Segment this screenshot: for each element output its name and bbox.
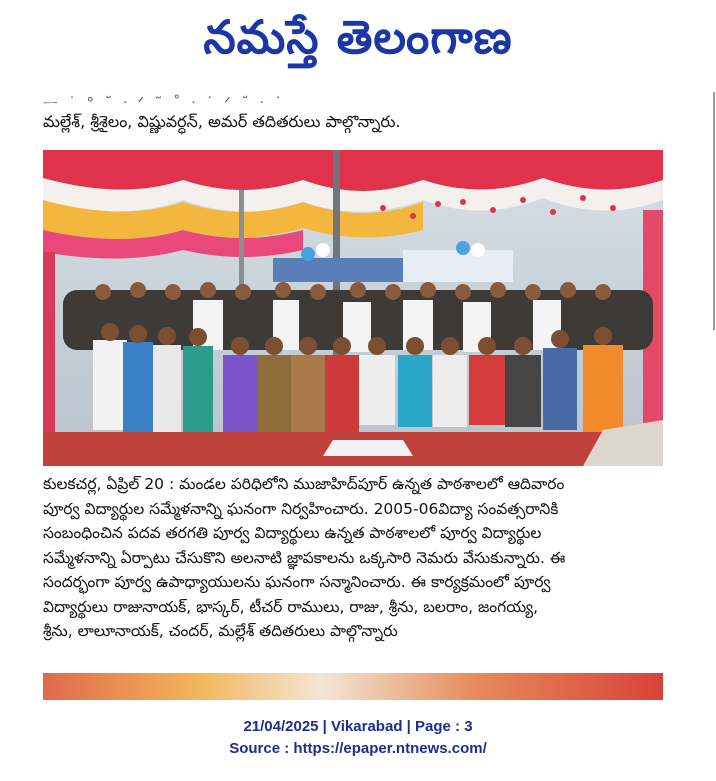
article-body <box>43 472 663 644</box>
event-photo <box>43 150 663 466</box>
cut-off-text-fragment: ᅳ ˙ ° ˘ ᐧ ᐟ ˜ ˚ ᐧ ˙ ᐟ ˘ ᐧ ˙ <box>43 94 285 112</box>
article-line: కులకచర్ల, ఏప్రిల్ 20 : మండల పరిధిలోని ముజాహిద్‌పూర్ ఉన్నత పాఠశాలలో ఆదివారం <box>43 475 565 493</box>
article-line: పూర్వ విద్యార్థుల సమ్మేళనాన్ని ఘనంగా నిర్వహించారు. 2005-06విద్యా సంవత్సరానికి <box>43 499 559 518</box>
article-line: సందర్భంగా పూర్వ ఉపాధ్యాయులను ఘనంగా సన్మానించారు. ఈ కార్యక్రమంలో పూర్వ <box>43 573 551 591</box>
article-line: విద్యార్థులు రాజునాయక్, భాస్కర్, టీచర్ రాములు, రాజు, శ్రీను, బలరాం, జంగయ్య, <box>43 597 538 616</box>
newspaper-masthead <box>0 0 716 86</box>
article-clipping <box>43 92 663 700</box>
publication-info: 21/04/2025 | Vikarabad | Page : 3 <box>243 718 473 735</box>
next-article-photo-strip <box>43 673 663 700</box>
masthead-title: నమస్తే తెలంగాణ <box>203 10 513 64</box>
article-line: సమ్మేళనాన్ని ఏర్పాటు చేసుకొని అలనాటి జ్ఞాపకాలను ఒక్కసారి నెమరు వేసుకున్నారు. ఈ <box>43 548 566 567</box>
source-url: Source : https://epaper.ntnews.com/ <box>229 740 487 757</box>
article-line: సంబంధించిన పదవ తరగతి పూర్వ విద్యార్థులు ఉన్నత పాఠశాలలో పూర్వ విద్యార్థుల <box>43 524 542 542</box>
clipping-footer <box>0 716 716 760</box>
column-divider <box>713 92 715 330</box>
previous-article-tail: మల్లేశ్, శ్రీశైలం, విష్ణువర్ధన్, అమర్ తదితరులు పాల్గొన్నారు. <box>43 112 401 131</box>
article-line: శ్రీను, లాలూనాయక్, చందర్, మల్లేశ్ తదితరులు పాల్గొన్నారు <box>43 622 398 640</box>
